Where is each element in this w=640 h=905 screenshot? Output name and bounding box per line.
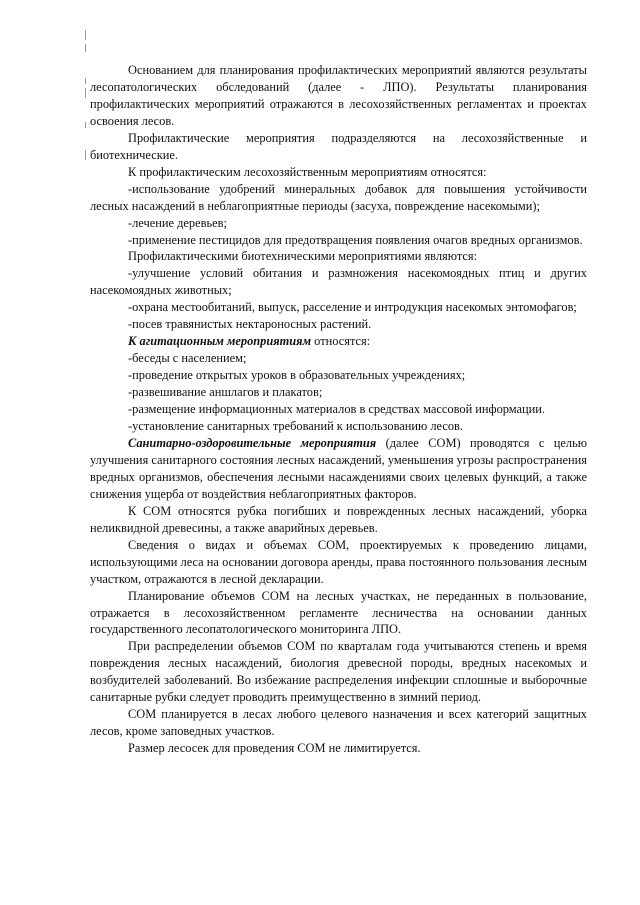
paragraph-som-definition <box>90 435 587 503</box>
som-definition-rest: (далее СОМ) проводятся с целью улучшения санитарного состояния лесных насаждений, уменьшения угрозы распространения вредных организмов, обеспечения лесными насаждениями своих целевых функций, а также снижения ущерба от воздействия неблагоприятных факторов. <box>90 435 587 501</box>
binding-margin-marks <box>85 30 87 180</box>
document-body <box>90 62 587 757</box>
list-item-posters: -развешивание аншлагов и плакатов; <box>128 385 323 400</box>
list-item-tree-treatment: -лечение деревьев; <box>128 215 227 230</box>
agitation-term: К агитационным мероприятиям <box>128 334 312 349</box>
paragraph-som-distribution: При распределении объемов СОМ по кварталам года учитываются степень и время повреждения лесных насаждений, биология древесной породы, вредных насекомых и возбудителей заболеваний. Во избежание распределения инфекции сплошные и выборочные санитарные рубки следует проводить преимущественно в зимний период. <box>90 639 587 705</box>
list-item-nectar-plants: -посев травянистых нектароносных растений. <box>128 317 372 332</box>
paragraph-forestry-measures-heading: К профилактическим лесохозяйственным мероприятиям относятся: <box>128 164 487 179</box>
list-item-talks: -беседы с населением; <box>128 351 247 366</box>
paragraph-som-cutting-size: Размер лесосек для проведения СОМ не лимитируется. <box>128 741 421 756</box>
paragraph-biotech-measures-heading: Профилактическими биотехническими мероприятиями являются: <box>128 249 478 264</box>
paragraph-subdivision: Профилактические мероприятия подразделяются на лесохозяйственные и биотехнические. <box>90 130 587 162</box>
list-item-open-lessons: -проведение открытых уроков в образовательных учреждениях; <box>128 368 466 383</box>
som-term: Санитарно-оздоровительные мероприятия <box>128 435 377 450</box>
agitation-rest: относятся: <box>311 334 371 349</box>
list-item-entomophages: -охрана местообитаний, выпуск, расселение и интродукция насекомых энтомофагов; <box>128 300 577 315</box>
paragraph-som-includes: К СОМ относятся рубка погибших и поврежденных лесных насаждений, уборка неликвидной древесины, а также аварийных деревьев. <box>90 503 587 535</box>
paragraph-som-scope: СОМ планируется в лесах любого целевого назначения и всех категорий защитных лесов, кроме заповедных участков. <box>90 707 587 739</box>
paragraph-agitation-heading <box>90 333 587 350</box>
list-item-birds-habitat: -улучшение условий обитания и размножения насекомоядных птиц и других насекомоядных животных; <box>90 266 587 298</box>
paragraph-som-planning: Планирование объемов СОМ на лесных участках, не переданных в пользование, отражается в лесохозяйственном регламенте лесничества на основании данных государственного лесопатологического мониторинга ЛПО. <box>90 588 587 637</box>
list-item-sanitary-requirements: -установление санитарных требований к использованию лесов. <box>128 419 464 434</box>
paragraph-som-declaration: Сведения о видах и объемах СОМ, проектируемых к проведению лицами, использующими леса на основании договора аренды, права постоянного пользования лесным участком, отражаются в лесной декларации. <box>90 537 587 586</box>
paragraph-basis: Основанием для планирования профилактических мероприятий являются результаты лесопатологических обследований (далее - ЛПО). Результаты планирования профилактических мероприятий отражаются в лесохозяйственных регламентах и проектах освоения лесов. <box>90 63 587 128</box>
list-item-fertilizers: -использование удобрений минеральных добавок для повышения устойчивости лесных насаждений в неблагоприятные периоды (засуха, повреждение насекомыми); <box>90 181 587 213</box>
list-item-mass-media: -размещение информационных материалов в средствах массовой информации. <box>128 402 546 417</box>
list-item-pesticides: -применение пестицидов для предотвращения появления очагов вредных организмов. <box>128 232 583 247</box>
